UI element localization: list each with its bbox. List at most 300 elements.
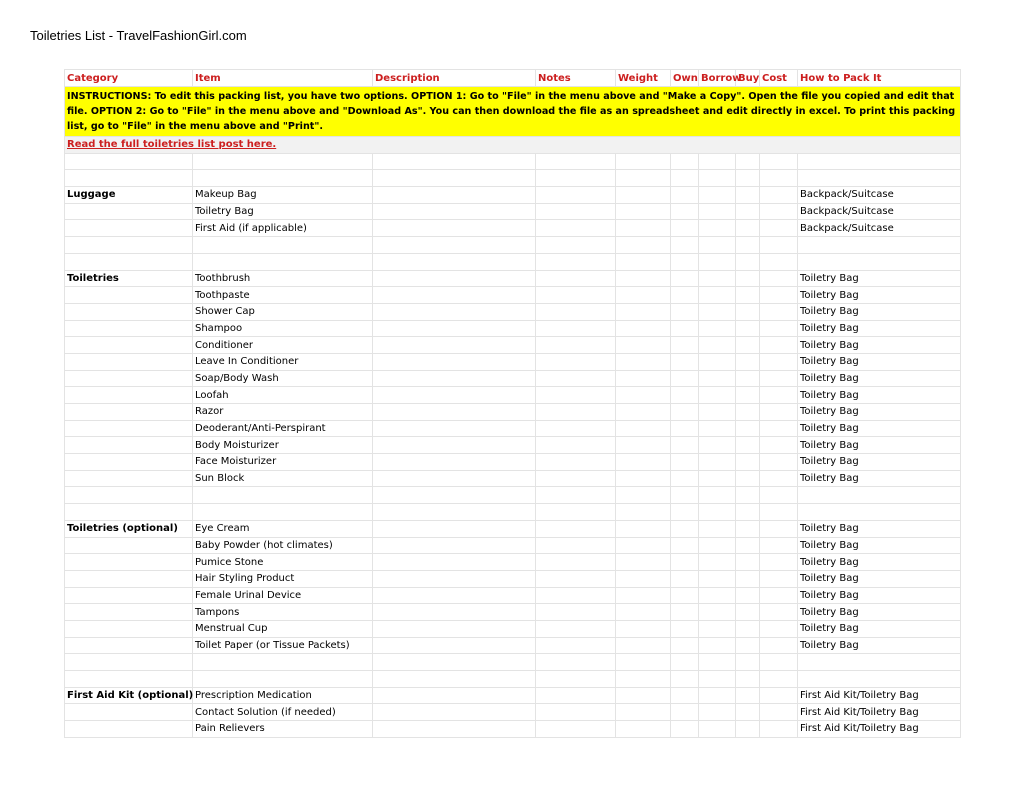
empty-cell — [760, 203, 798, 220]
empty-cell — [616, 187, 671, 204]
empty-cell — [736, 170, 760, 187]
item-cell: Female Urinal Device — [193, 587, 373, 604]
empty-cell — [699, 454, 736, 471]
pack-cell: Toiletry Bag — [798, 454, 961, 471]
pack-cell: Toiletry Bag — [798, 303, 961, 320]
empty-cell — [616, 437, 671, 454]
header-row — [65, 70, 961, 87]
empty-cell — [760, 604, 798, 621]
empty-cell — [760, 570, 798, 587]
empty-cell — [760, 420, 798, 437]
empty-cell — [699, 470, 736, 487]
table-row — [65, 370, 961, 387]
empty-cell — [699, 270, 736, 287]
pack-cell: First Aid Kit/Toiletry Bag — [798, 721, 961, 738]
empty-cell — [616, 520, 671, 537]
empty-cell — [536, 620, 616, 637]
empty-cell — [536, 504, 616, 521]
empty-cell — [193, 170, 373, 187]
category-cell — [65, 587, 193, 604]
empty-cell — [536, 704, 616, 721]
table-row — [65, 270, 961, 287]
empty-cell — [373, 437, 536, 454]
category-cell — [65, 220, 193, 237]
empty-cell — [699, 253, 736, 270]
empty-cell — [373, 470, 536, 487]
empty-cell — [536, 187, 616, 204]
empty-cell — [671, 570, 699, 587]
empty-cell — [616, 370, 671, 387]
empty-cell — [536, 287, 616, 304]
empty-cell — [65, 654, 193, 671]
empty-cell — [760, 671, 798, 688]
empty-cell — [671, 220, 699, 237]
category-cell — [65, 604, 193, 621]
empty-cell — [616, 654, 671, 671]
category-cell — [65, 554, 193, 571]
empty-cell — [536, 420, 616, 437]
full-post-link[interactable]: Read the full toiletries list post here. — [67, 139, 277, 151]
empty-cell — [760, 554, 798, 571]
empty-cell — [760, 253, 798, 270]
empty-cell — [798, 153, 961, 170]
empty-cell — [616, 337, 671, 354]
pack-cell: Backpack/Suitcase — [798, 203, 961, 220]
empty-cell — [736, 704, 760, 721]
pack-cell: Toiletry Bag — [798, 554, 961, 571]
pack-cell: Toiletry Bag — [798, 420, 961, 437]
table-row — [65, 520, 961, 537]
empty-cell — [760, 237, 798, 254]
empty-cell — [193, 237, 373, 254]
pack-cell: Toiletry Bag — [798, 437, 961, 454]
empty-cell — [699, 570, 736, 587]
empty-cell — [65, 487, 193, 504]
empty-cell — [536, 537, 616, 554]
pack-cell: Toiletry Bag — [798, 537, 961, 554]
category-cell — [65, 387, 193, 404]
instructions-row — [65, 87, 961, 137]
category-cell — [65, 404, 193, 421]
empty-cell — [736, 587, 760, 604]
blank-row — [65, 237, 961, 254]
link-row — [65, 137, 961, 154]
item-cell: Face Moisturizer — [193, 454, 373, 471]
empty-cell — [798, 170, 961, 187]
category-cell — [65, 470, 193, 487]
table-row — [65, 570, 961, 587]
empty-cell — [760, 620, 798, 637]
category-cell — [65, 420, 193, 437]
empty-cell — [671, 404, 699, 421]
empty-cell — [536, 520, 616, 537]
empty-cell — [671, 487, 699, 504]
table-row — [65, 187, 961, 204]
empty-cell — [616, 570, 671, 587]
empty-cell — [736, 420, 760, 437]
empty-cell — [671, 587, 699, 604]
blank-row — [65, 253, 961, 270]
category-cell: First Aid Kit (optional) — [65, 687, 193, 704]
empty-cell — [760, 437, 798, 454]
empty-cell — [736, 320, 760, 337]
table-row — [65, 454, 961, 471]
empty-cell — [373, 353, 536, 370]
empty-cell — [616, 170, 671, 187]
empty-cell — [536, 370, 616, 387]
empty-cell — [699, 303, 736, 320]
empty-cell — [671, 604, 699, 621]
empty-cell — [373, 620, 536, 637]
empty-cell — [536, 604, 616, 621]
item-cell: Hair Styling Product — [193, 570, 373, 587]
empty-cell — [671, 437, 699, 454]
empty-cell — [616, 554, 671, 571]
empty-cell — [616, 203, 671, 220]
empty-cell — [671, 470, 699, 487]
empty-cell — [736, 570, 760, 587]
item-cell: Tampons — [193, 604, 373, 621]
pack-cell: Toiletry Bag — [798, 353, 961, 370]
empty-cell — [616, 604, 671, 621]
empty-cell — [736, 220, 760, 237]
empty-cell — [616, 721, 671, 738]
empty-cell — [373, 504, 536, 521]
empty-cell — [373, 170, 536, 187]
empty-cell — [671, 320, 699, 337]
empty-cell — [736, 554, 760, 571]
category-cell — [65, 620, 193, 637]
empty-cell — [373, 220, 536, 237]
empty-cell — [616, 404, 671, 421]
empty-cell — [671, 504, 699, 521]
empty-cell — [536, 554, 616, 571]
empty-cell — [616, 504, 671, 521]
empty-cell — [536, 153, 616, 170]
empty-cell — [536, 487, 616, 504]
header-notes: Notes — [536, 70, 616, 87]
empty-cell — [798, 487, 961, 504]
item-cell: Pain Relievers — [193, 721, 373, 738]
empty-cell — [373, 687, 536, 704]
category-cell — [65, 637, 193, 654]
empty-cell — [536, 337, 616, 354]
empty-cell — [373, 537, 536, 554]
empty-cell — [699, 337, 736, 354]
empty-cell — [193, 253, 373, 270]
empty-cell — [736, 687, 760, 704]
empty-cell — [616, 237, 671, 254]
pack-cell: Toiletry Bag — [798, 587, 961, 604]
empty-cell — [373, 237, 536, 254]
empty-cell — [671, 520, 699, 537]
empty-cell — [699, 637, 736, 654]
table-row — [65, 620, 961, 637]
table-row — [65, 287, 961, 304]
empty-cell — [736, 537, 760, 554]
empty-cell — [671, 353, 699, 370]
empty-cell — [536, 387, 616, 404]
link-cell — [65, 137, 961, 154]
empty-cell — [699, 604, 736, 621]
empty-cell — [699, 437, 736, 454]
empty-cell — [736, 153, 760, 170]
empty-cell — [373, 337, 536, 354]
empty-cell — [760, 637, 798, 654]
empty-cell — [736, 303, 760, 320]
item-cell: Toiletry Bag — [193, 203, 373, 220]
category-cell — [65, 370, 193, 387]
empty-cell — [536, 404, 616, 421]
empty-cell — [193, 654, 373, 671]
empty-cell — [536, 437, 616, 454]
empty-cell — [699, 153, 736, 170]
category-cell — [65, 454, 193, 471]
empty-cell — [736, 237, 760, 254]
empty-cell — [616, 637, 671, 654]
empty-cell — [736, 637, 760, 654]
empty-cell — [699, 187, 736, 204]
empty-cell — [671, 153, 699, 170]
pack-cell: Backpack/Suitcase — [798, 187, 961, 204]
item-cell: Baby Powder (hot climates) — [193, 537, 373, 554]
empty-cell — [699, 671, 736, 688]
empty-cell — [798, 237, 961, 254]
empty-cell — [373, 370, 536, 387]
empty-cell — [760, 537, 798, 554]
item-cell: Eye Cream — [193, 520, 373, 537]
header-how-to-pack: How to Pack It — [798, 70, 961, 87]
empty-cell — [760, 287, 798, 304]
item-cell: Makeup Bag — [193, 187, 373, 204]
pack-cell: Toiletry Bag — [798, 637, 961, 654]
empty-cell — [616, 470, 671, 487]
category-cell — [65, 337, 193, 354]
item-cell: Toilet Paper (or Tissue Packets) — [193, 637, 373, 654]
empty-cell — [736, 654, 760, 671]
item-cell: Menstrual Cup — [193, 620, 373, 637]
table-row — [65, 587, 961, 604]
empty-cell — [373, 587, 536, 604]
empty-cell — [736, 520, 760, 537]
empty-cell — [536, 570, 616, 587]
table-row — [65, 420, 961, 437]
empty-cell — [671, 303, 699, 320]
empty-cell — [373, 454, 536, 471]
empty-cell — [736, 203, 760, 220]
header-cost: Cost — [760, 70, 798, 87]
empty-cell — [760, 220, 798, 237]
category-cell — [65, 353, 193, 370]
empty-cell — [373, 203, 536, 220]
table-row — [65, 387, 961, 404]
empty-cell — [798, 504, 961, 521]
empty-cell — [760, 404, 798, 421]
empty-cell — [616, 270, 671, 287]
empty-cell — [65, 504, 193, 521]
pack-cell: Toiletry Bag — [798, 570, 961, 587]
pack-cell: Backpack/Suitcase — [798, 220, 961, 237]
table-row — [65, 554, 961, 571]
empty-cell — [736, 370, 760, 387]
empty-cell — [699, 554, 736, 571]
empty-cell — [373, 387, 536, 404]
empty-cell — [699, 537, 736, 554]
category-cell — [65, 570, 193, 587]
empty-cell — [671, 721, 699, 738]
empty-cell — [373, 320, 536, 337]
empty-cell — [193, 671, 373, 688]
empty-cell — [536, 470, 616, 487]
empty-cell — [536, 353, 616, 370]
pack-cell: Toiletry Bag — [798, 404, 961, 421]
empty-cell — [373, 671, 536, 688]
item-cell: Toothpaste — [193, 287, 373, 304]
empty-cell — [65, 170, 193, 187]
empty-cell — [736, 470, 760, 487]
item-cell: Pumice Stone — [193, 554, 373, 571]
category-cell — [65, 287, 193, 304]
category-cell — [65, 437, 193, 454]
category-cell — [65, 537, 193, 554]
empty-cell — [699, 404, 736, 421]
empty-cell — [699, 387, 736, 404]
empty-cell — [616, 671, 671, 688]
empty-cell — [536, 671, 616, 688]
empty-cell — [671, 170, 699, 187]
empty-cell — [699, 353, 736, 370]
empty-cell — [193, 487, 373, 504]
empty-cell — [736, 487, 760, 504]
empty-cell — [616, 487, 671, 504]
item-cell: Razor — [193, 404, 373, 421]
blank-row — [65, 153, 961, 170]
empty-cell — [671, 687, 699, 704]
empty-cell — [699, 721, 736, 738]
empty-cell — [536, 587, 616, 604]
empty-cell — [616, 303, 671, 320]
empty-cell — [798, 253, 961, 270]
empty-cell — [536, 687, 616, 704]
empty-cell — [736, 604, 760, 621]
empty-cell — [699, 203, 736, 220]
empty-cell — [760, 353, 798, 370]
item-cell: Shampoo — [193, 320, 373, 337]
pack-cell: Toiletry Bag — [798, 387, 961, 404]
category-cell: Luggage — [65, 187, 193, 204]
empty-cell — [736, 187, 760, 204]
header-description: Description — [373, 70, 536, 87]
category-cell: Toiletries — [65, 270, 193, 287]
empty-cell — [671, 704, 699, 721]
pack-cell: Toiletry Bag — [798, 370, 961, 387]
empty-cell — [699, 420, 736, 437]
table-row — [65, 320, 961, 337]
empty-cell — [536, 220, 616, 237]
table-row — [65, 704, 961, 721]
blank-row — [65, 504, 961, 521]
empty-cell — [65, 253, 193, 270]
empty-cell — [616, 153, 671, 170]
item-cell: Loofah — [193, 387, 373, 404]
empty-cell — [760, 504, 798, 521]
empty-cell — [736, 287, 760, 304]
empty-cell — [699, 487, 736, 504]
empty-cell — [373, 604, 536, 621]
table-row — [65, 437, 961, 454]
empty-cell — [373, 487, 536, 504]
empty-cell — [536, 237, 616, 254]
pack-cell: Toiletry Bag — [798, 320, 961, 337]
pack-cell: Toiletry Bag — [798, 270, 961, 287]
item-cell: Soap/Body Wash — [193, 370, 373, 387]
item-cell: Prescription Medication — [193, 687, 373, 704]
empty-cell — [373, 704, 536, 721]
header-category: Category — [65, 70, 193, 87]
empty-cell — [736, 404, 760, 421]
pack-cell: Toiletry Bag — [798, 337, 961, 354]
empty-cell — [760, 337, 798, 354]
empty-cell — [671, 454, 699, 471]
empty-cell — [671, 287, 699, 304]
item-cell: Sun Block — [193, 470, 373, 487]
empty-cell — [616, 353, 671, 370]
empty-cell — [65, 237, 193, 254]
item-cell: Conditioner — [193, 337, 373, 354]
empty-cell — [699, 237, 736, 254]
empty-cell — [760, 370, 798, 387]
pack-cell: Toiletry Bag — [798, 620, 961, 637]
empty-cell — [616, 537, 671, 554]
empty-cell — [760, 470, 798, 487]
empty-cell — [736, 353, 760, 370]
empty-cell — [65, 153, 193, 170]
empty-cell — [616, 620, 671, 637]
category-cell — [65, 704, 193, 721]
table-row — [65, 470, 961, 487]
item-cell: Toothbrush — [193, 270, 373, 287]
empty-cell — [736, 270, 760, 287]
empty-cell — [373, 721, 536, 738]
empty-cell — [671, 337, 699, 354]
empty-cell — [760, 704, 798, 721]
empty-cell — [373, 520, 536, 537]
empty-cell — [373, 270, 536, 287]
empty-cell — [193, 504, 373, 521]
empty-cell — [736, 387, 760, 404]
empty-cell — [536, 253, 616, 270]
empty-cell — [373, 253, 536, 270]
table-row — [65, 353, 961, 370]
empty-cell — [671, 420, 699, 437]
empty-cell — [760, 654, 798, 671]
empty-cell — [671, 654, 699, 671]
empty-cell — [736, 337, 760, 354]
empty-cell — [616, 287, 671, 304]
empty-cell — [671, 253, 699, 270]
empty-cell — [616, 220, 671, 237]
empty-cell — [760, 587, 798, 604]
empty-cell — [373, 303, 536, 320]
empty-cell — [760, 270, 798, 287]
empty-cell — [760, 520, 798, 537]
empty-cell — [373, 554, 536, 571]
item-cell: Leave In Conditioner — [193, 353, 373, 370]
table-row — [65, 721, 961, 738]
empty-cell — [760, 487, 798, 504]
table-row — [65, 220, 961, 237]
item-cell: Shower Cap — [193, 303, 373, 320]
